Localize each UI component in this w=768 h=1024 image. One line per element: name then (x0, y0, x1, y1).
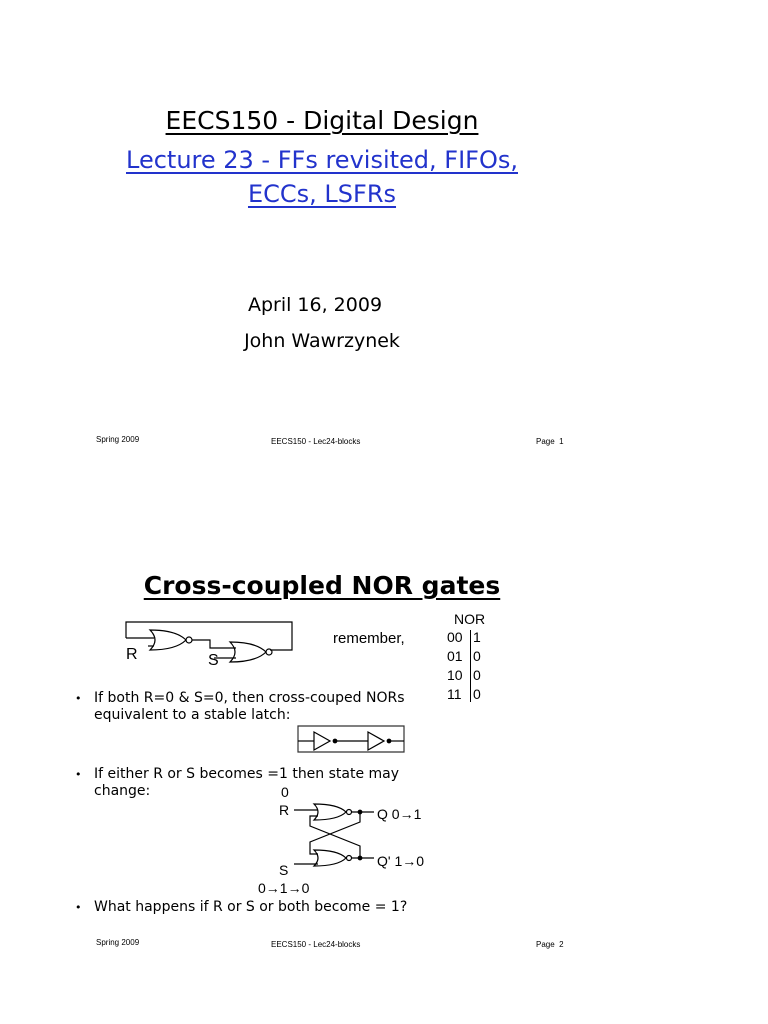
bullet-dot-icon: • (75, 901, 82, 914)
nor-output: 0 (473, 667, 481, 683)
diagram1-s-label: S (208, 652, 219, 669)
slide2-title: Cross-coupled NOR gates (143, 571, 501, 600)
slide1-footer-left: Spring 2009 (96, 435, 140, 444)
slide2-footer-right (536, 940, 564, 949)
slide1-author: John Wawrzynek (244, 330, 400, 352)
nor-output: 1 (473, 629, 481, 645)
bullet-text: If both R=0 & S=0, then cross-couped NORs equivalent to a stable latch: (94, 690, 405, 723)
slide2-footer-center: EECS150 - Lec24-blocks (271, 940, 361, 949)
slide1-page-number: 1 (559, 437, 564, 446)
nor-table-row (447, 667, 481, 683)
bullet-text: If either R or S becomes =1 then state may change: (94, 766, 400, 799)
slide2-page-number: 2 (559, 940, 564, 949)
slide2-footer-left: Spring 2009 (96, 938, 140, 947)
remember-label: remember, (333, 630, 405, 647)
slide1-subtitle-line2: ECCs, LSFRs (247, 180, 397, 208)
bullet-dot-icon: • (75, 692, 82, 705)
diagram2-qbar-label: Q' 1→0 (377, 853, 425, 869)
diagram2-q-label: Q 0→1 (377, 806, 422, 822)
nor-input: 01 (447, 648, 463, 664)
nor-output: 0 (473, 648, 481, 664)
diagram2-r-label: R (279, 802, 290, 818)
slide1-footer-right (536, 437, 564, 446)
nor-input: 00 (447, 629, 463, 645)
diagram2-r-value: 0 (281, 784, 289, 800)
nor-table-row (447, 648, 481, 664)
slide1-subtitle (0, 143, 644, 211)
slide1-date: April 16, 2009 (247, 294, 383, 316)
nor-table-row (447, 629, 481, 645)
nor-input: 11 (447, 686, 462, 702)
stable-latch-diagram (296, 722, 408, 756)
diagram2-s-label: S (279, 862, 289, 878)
bullet-text: What happens if R or S or both become = 1? (94, 899, 408, 915)
slide1-title: EECS150 - Digital Design (165, 106, 479, 135)
diagram2-s-value: 0→1→0 (258, 880, 310, 896)
diagram1-r-label: R (126, 646, 138, 663)
nor-input: 10 (447, 667, 463, 683)
bullet-dot-icon: • (75, 768, 82, 781)
nor-table-header: NOR (454, 611, 486, 627)
slide1-subtitle-line1: Lecture 23 - FFs revisited, FIFOs, (126, 146, 518, 174)
nor-output: 0 (473, 686, 481, 702)
slide2-footer-page-label: Page (536, 940, 555, 949)
slide1-footer-page-label: Page (536, 437, 555, 446)
nor-table-row (447, 686, 481, 702)
slide1-footer-center: EECS150 - Lec24-blocks (271, 437, 361, 446)
cross-coupled-nor-diagram-2 (294, 798, 374, 878)
